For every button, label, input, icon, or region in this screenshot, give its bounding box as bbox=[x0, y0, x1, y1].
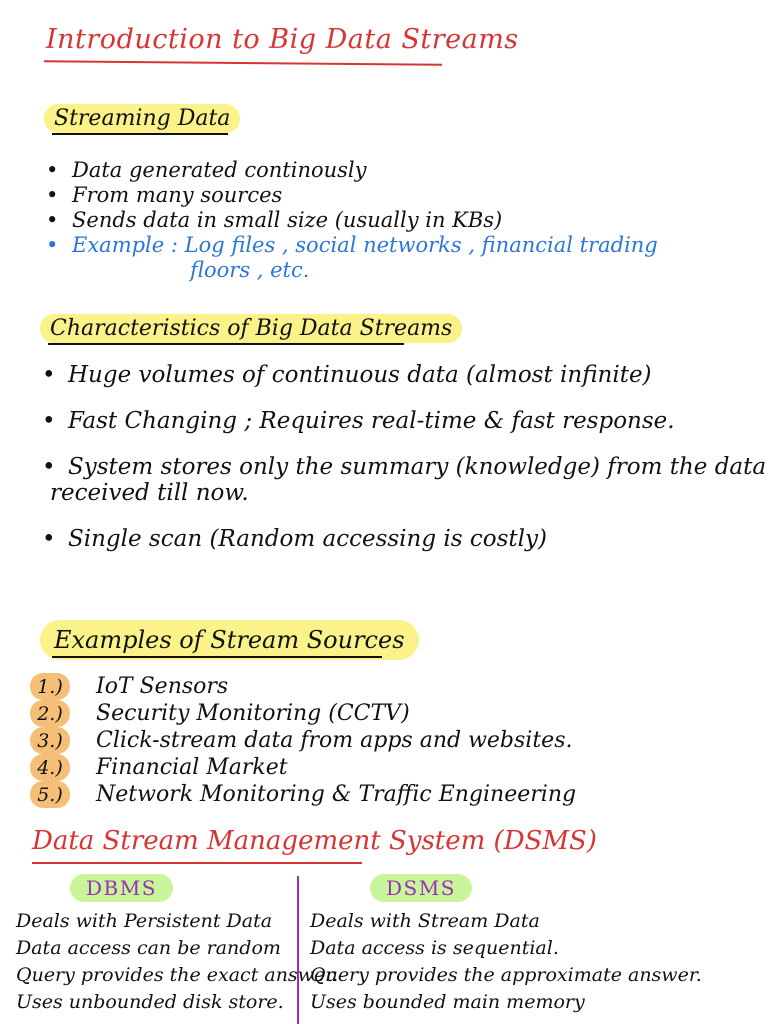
list-item bbox=[30, 700, 576, 727]
list-item-text: Click-stream data from apps and websites. bbox=[96, 728, 573, 753]
list-item: Data access can be random bbox=[16, 937, 281, 959]
heading-underline bbox=[48, 343, 404, 345]
list-item bbox=[30, 673, 576, 700]
example-text: Example : Log files , social networks , financial trading bbox=[72, 233, 658, 257]
list-item bbox=[42, 454, 766, 506]
heading-examples: Examples of Stream Sources bbox=[40, 620, 419, 660]
number-badge: 5.) bbox=[30, 781, 70, 808]
list-item-text: Financial Market bbox=[96, 755, 288, 780]
list-item-text: Network Monitoring & Traffic Engineering bbox=[96, 782, 577, 807]
list-item bbox=[30, 727, 576, 754]
list-item: Uses bounded main memory bbox=[310, 991, 585, 1013]
number-badge: 3.) bbox=[30, 727, 70, 754]
number-badge: 1.) bbox=[30, 673, 70, 700]
title-underline bbox=[44, 60, 442, 65]
list-item: • Sends data in small size (usually in KBs) bbox=[46, 208, 658, 233]
list-item: • Fast Changing ; Requires real-time & fast response. bbox=[42, 408, 766, 434]
list-item: Query provides the approximate answer. bbox=[310, 964, 702, 986]
example-continuation: floors , etc. bbox=[190, 258, 310, 282]
list-item-text: IoT Sensors bbox=[96, 674, 229, 699]
list-item bbox=[30, 781, 576, 808]
characteristics-bullet-list bbox=[42, 362, 766, 572]
bullet-text: System stores only the summary (knowledge) from the data bbox=[68, 454, 767, 480]
heading-characteristics: Characteristics of Big Data Streams bbox=[40, 314, 462, 343]
heading-underline bbox=[52, 656, 382, 658]
section-underline bbox=[32, 862, 362, 864]
heading-streaming-data: Streaming Data bbox=[44, 104, 240, 133]
list-item: • Single scan (Random accessing is costly) bbox=[42, 526, 766, 552]
list-item: Deals with Stream Data bbox=[310, 910, 540, 932]
examples-numbered-list bbox=[30, 673, 576, 808]
dsms-column-list bbox=[310, 908, 702, 1016]
page-title: Introduction to Big Data Streams bbox=[46, 24, 519, 55]
bullet-continuation: received till now. bbox=[50, 480, 249, 506]
list-item: • From many sources bbox=[46, 183, 658, 208]
list-item: • Data generated continously bbox=[46, 158, 658, 183]
list-item: Deals with Persistent Data bbox=[16, 910, 273, 932]
example-item bbox=[46, 233, 658, 283]
streaming-bullet-list bbox=[46, 158, 658, 283]
list-item: • Huge volumes of continuous data (almost infinite) bbox=[42, 362, 766, 388]
list-item: Data access is sequential. bbox=[310, 937, 559, 959]
list-item bbox=[30, 754, 576, 781]
list-item: Uses unbounded disk store. bbox=[16, 991, 284, 1013]
number-badge: 4.) bbox=[30, 754, 70, 781]
list-item-text: Security Monitoring (CCTV) bbox=[96, 701, 410, 726]
list-item: Query provides the exact answer. bbox=[16, 964, 339, 986]
heading-underline bbox=[52, 133, 228, 135]
number-badge: 2.) bbox=[30, 700, 70, 727]
column-header-dbms: DBMS bbox=[70, 874, 173, 902]
column-header-dsms: DSMS bbox=[370, 874, 472, 902]
dbms-column-list bbox=[16, 908, 338, 1016]
section-title-dsms: Data Stream Management System (DSMS) bbox=[32, 826, 597, 856]
